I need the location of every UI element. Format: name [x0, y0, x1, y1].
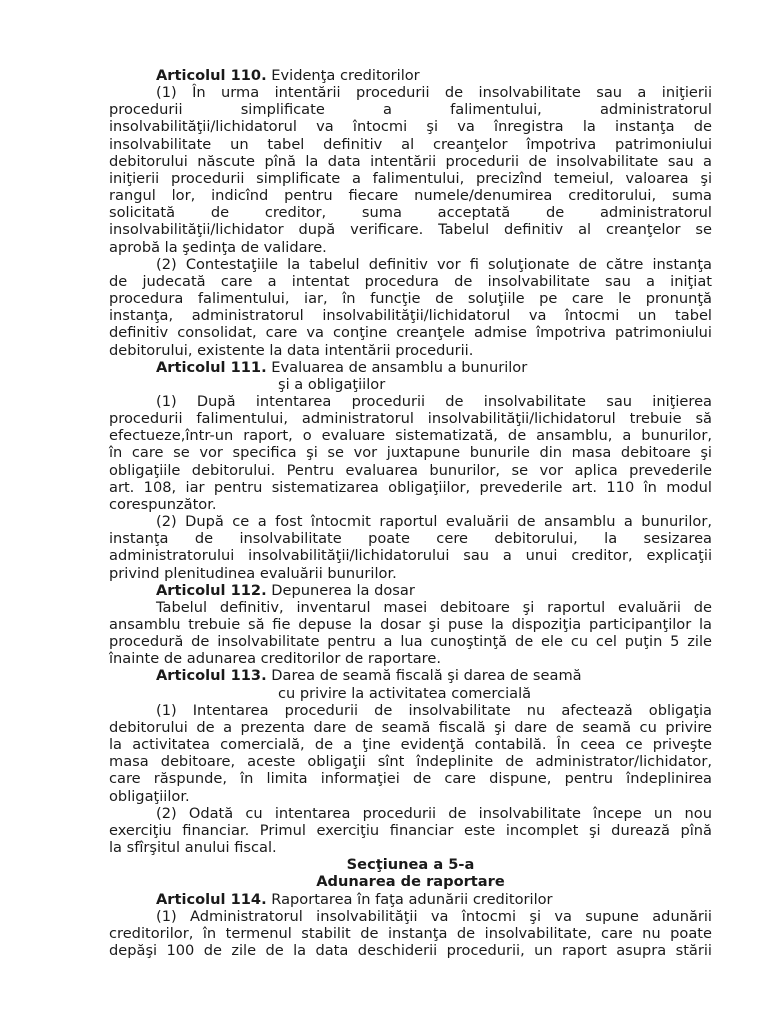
paragraph-line: iniţierii procedurii simplificate a falimentului, precizînd temeiul, valoarea şi	[109, 169, 712, 187]
paragraph-last-line: debitorului, existente la data intentării procedurii.	[109, 341, 474, 359]
article-number: Articolul 113.	[156, 667, 267, 685]
article-title: Depunerea la dosar	[266, 581, 415, 599]
paragraph-last-line: corespunzător.	[109, 495, 217, 513]
paragraph-line: depăşi 100 de zile de la data deschiderii procedurii, un raport asupra stării	[109, 941, 712, 959]
article-title: Darea de seamă fiscală şi darea de seamă	[266, 667, 582, 685]
article-heading	[109, 359, 712, 376]
article-number: Articolul 114.	[156, 890, 267, 908]
article-title-continuation: cu privire la activitatea comercială	[278, 684, 532, 702]
paragraph-line: definitiv consolidat, care va conţine creanţele admise împotriva patrimoniului	[109, 324, 712, 342]
article-heading	[109, 67, 712, 84]
paragraph-line: instanţa de insolvabilitate poate cere debitorului, la sesizarea	[109, 530, 712, 548]
paragraph-line: solicitată de creditor, suma acceptată de administratorul	[109, 204, 712, 222]
paragraph-line: la activitatea comercială, de a ţine evidenţă contabilă. În ceea ce priveşte	[109, 736, 712, 754]
paragraph-line: insolvabilitate un tabel definitiv al creanţelor împotriva patrimoniului	[109, 135, 712, 153]
paragraph-line: debitorului născute pînă la data intentării procedurii de insolvabilitate sau a	[109, 152, 712, 170]
paragraph-line: procedură de insolvabilitate pentru a lua cunoştinţă de ele cu cel puţin 5 zile	[109, 633, 712, 651]
article-title-continuation: şi a obligaţiilor	[278, 375, 386, 393]
article-number: Articolul 112.	[156, 581, 267, 599]
article-heading	[109, 891, 712, 908]
paragraph-line: creditorilor, în termenul stabilit de instanţa de insolvabilitate, care nu poate	[109, 924, 712, 942]
paragraph-first-line: (1) Administratorul insolvabilităţii va întocmi şi va supune adunării	[156, 907, 712, 925]
article-number: Articolul 111.	[156, 358, 267, 376]
section-heading: Adunarea de raportare	[316, 873, 505, 891]
paragraph-first-line: (2) După ce a fost întocmit raportul evaluării de ansamblu a bunurilor,	[156, 513, 712, 531]
article-title: Evaluarea de ansamblu a bunurilor	[266, 358, 528, 376]
article-title: Evidenţa creditorilor	[266, 67, 420, 84]
paragraph-line: în care se vor specifica şi se vor juxtapune bunurile din masa debitoare şi	[109, 444, 712, 462]
paragraph-last-line: înainte de adunarea creditorilor de raportare.	[109, 650, 441, 668]
paragraph-line: efectueze,într-un raport, o evaluare sistematizată, de ansamblu, a bunurilor,	[109, 427, 712, 445]
paragraph-line: art. 108, iar pentru sistematizarea obligaţiilor, prevederile art. 110 în modul	[109, 478, 712, 496]
paragraph-line: administratorului insolvabilităţii/lichidatorului sau a unui creditor, explicaţii	[109, 547, 712, 565]
paragraph-first-line: (1) După intentarea procedurii de insolvabilitate sau iniţierea	[156, 392, 712, 410]
paragraph-first-line: (1) Intentarea procedurii de insolvabilitate nu afectează obligaţia	[156, 701, 712, 719]
paragraph-first-line: (2) Contestaţiile la tabelul definitiv vor fi soluţionate de către instanţa	[156, 255, 712, 273]
paragraph-line: rangul lor, indicînd pentru fiecare numele/denumirea creditorului, suma	[109, 187, 712, 205]
article-number: Articolul 110.	[156, 67, 267, 84]
paragraph-line: masa debitoare, aceste obligaţii sînt îndeplinite de administrator/lichidator,	[109, 753, 712, 771]
paragraph-line: procedurii falimentului, administratorul insolvabilităţii/lichidatorul trebuie să	[109, 410, 712, 428]
paragraph-line: obligaţiile debitorului. Pentru evaluarea bunurilor, se vor aplica prevederile	[109, 461, 712, 479]
paragraph-first-line: (1) În urma intentării procedurii de insolvabilitate sau a iniţierii	[156, 84, 712, 102]
law-text-body	[109, 67, 712, 959]
paragraph-line: ansamblu trebuie să fie depuse la dosar şi puse la dispoziţia participanţilor la	[109, 616, 712, 633]
paragraph-line: de judecată care a intentat procedura de insolvabilitate sau a iniţiat	[109, 272, 712, 290]
paragraph-line: procedura falimentului, iar, în funcţie de soluţiile pe care le pronunţă	[109, 290, 712, 308]
article-heading	[109, 667, 712, 684]
paragraph-line: insolvabilităţii/lichidatorul va întocmi şi va înregistra la instanţa de	[109, 118, 712, 136]
paragraph-line: care răspunde, în limita informaţiei de care dispune, pentru îndeplinirea	[109, 770, 712, 788]
paragraph-first-line: Tabelul definitiv, inventarul masei debitoare şi raportul evaluării de	[156, 598, 712, 616]
paragraph-line: insolvabilităţii/lichidator după verificare. Tabelul definitiv al creanţelor se	[109, 221, 712, 239]
paragraph-line: debitorului de a prezenta dare de seamă fiscală şi dare de seamă cu privire	[109, 718, 712, 736]
paragraph-first-line: (2) Odată cu intentarea procedurii de insolvabilitate începe un nou	[156, 804, 712, 822]
paragraph-last-line: privind plenitudinea evaluării bunurilor.	[109, 564, 397, 582]
paragraph-last-line: aprobă la şedinţa de validare.	[109, 238, 327, 256]
article-title: Raportarea în faţa adunării creditorilor	[266, 890, 553, 908]
paragraph-last-line: la sfîrşitul anului fiscal.	[109, 839, 277, 857]
paragraph-line: instanţa, administratorul insolvabilităţii/lichidatorul va întocmi un tabel	[109, 307, 712, 325]
paragraph-line: procedurii simplificate a falimentului, administratorul	[109, 101, 712, 119]
paragraph-last-line: obligaţiilor.	[109, 787, 190, 805]
paragraph-line: exerciţiu financiar. Primul exerciţiu financiar este incomplet şi durează pînă	[109, 821, 712, 839]
section-heading: Secţiunea a 5-a	[346, 856, 475, 874]
article-heading	[109, 582, 712, 599]
